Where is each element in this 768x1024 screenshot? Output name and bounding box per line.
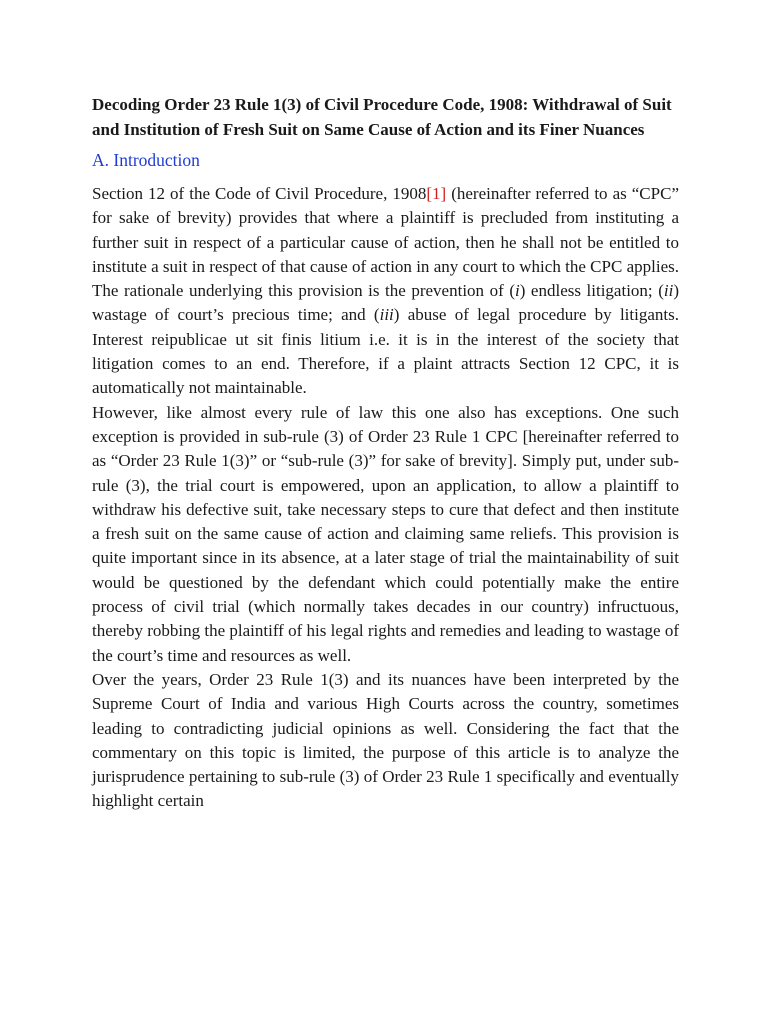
section-heading-introduction: A. Introduction (92, 150, 200, 170)
paragraph-1-text-e: ) abuse of legal procedure by litigants. Interest reipublicae ut sit finis litium i.e. it is in the interest of the society that litigation comes to an end. Therefore, if a plaint attracts Section 12 CPC, it is automatically not maintainable. (92, 305, 679, 398)
footnote-ref-1[interactable]: [1] (426, 184, 447, 203)
paragraph-1-text-c: ) endless litigation; ( (519, 281, 664, 301)
paragraph-3: Over the years, Order 23 Rule 1(3) and its nuances have been interpreted by the Supreme Court of India and various High Courts across the country, sometimes leading to contradicting judicial opinions as well. Considering the fact that the commentary on this topic is limited, the purpose of this article is to analyze the jurisprudence pertaining to sub-rule (3) of Order 23 Rule 1 specifically and eventually highlight certain (92, 669, 679, 811)
roman-numeral-iii: iii (379, 305, 394, 325)
paragraph-1 (92, 182, 679, 401)
paragraph-1-text-b: (hereinafter referred to as “CPC” for sake of brevity) provides that where a plaintiff is precluded from instituting a further suit in respect of a particular cause of action, then he shall not be entitled to institute a suit in respect of that cause of action in any court to which the CPC applies. The rationale underlying this provision is the prevention of ( (92, 184, 679, 301)
roman-numeral-ii: ii (663, 281, 674, 301)
paragraph-1-text-a: Section 12 of the Code of Civil Procedure, 1908 (92, 184, 427, 203)
document-title: Decoding Order 23 Rule 1(3) of Civil Procedure Code, 1908: Withdrawal of Suit and Institution of Fresh Suit on Same Cause of Action and its Finer Nuances (92, 95, 672, 139)
roman-numeral-i: i (514, 281, 520, 301)
paragraph-1-text-d: ) wastage of court’s precious time; and ( (92, 281, 679, 325)
paragraph-2: However, like almost every rule of law this one also has exceptions. One such exception is provided in sub-rule (3) of Order 23 Rule 1 CPC [hereinafter referred to as “Order 23 Rule 1(3)” or “sub-rule (3)” for sake of brevity]. Simply put, under sub-rule (3), the trial court is empowered, upon an application, to allow a plaintiff to withdraw his defective suit, take necessary steps to cure that defect and then institute a fresh suit on the same cause of action and claiming same reliefs. This provision is quite important since in its absence, at a later stage of trial the maintainability of suit would be questioned by the defendant which could potentially make the entire process of civil trial (which normally takes decades in our country) infructuous, thereby robbing the plaintiff of his legal rights and remedies and leading to wastage of the court’s time and resources as well. (92, 402, 679, 665)
document-page (92, 92, 679, 814)
